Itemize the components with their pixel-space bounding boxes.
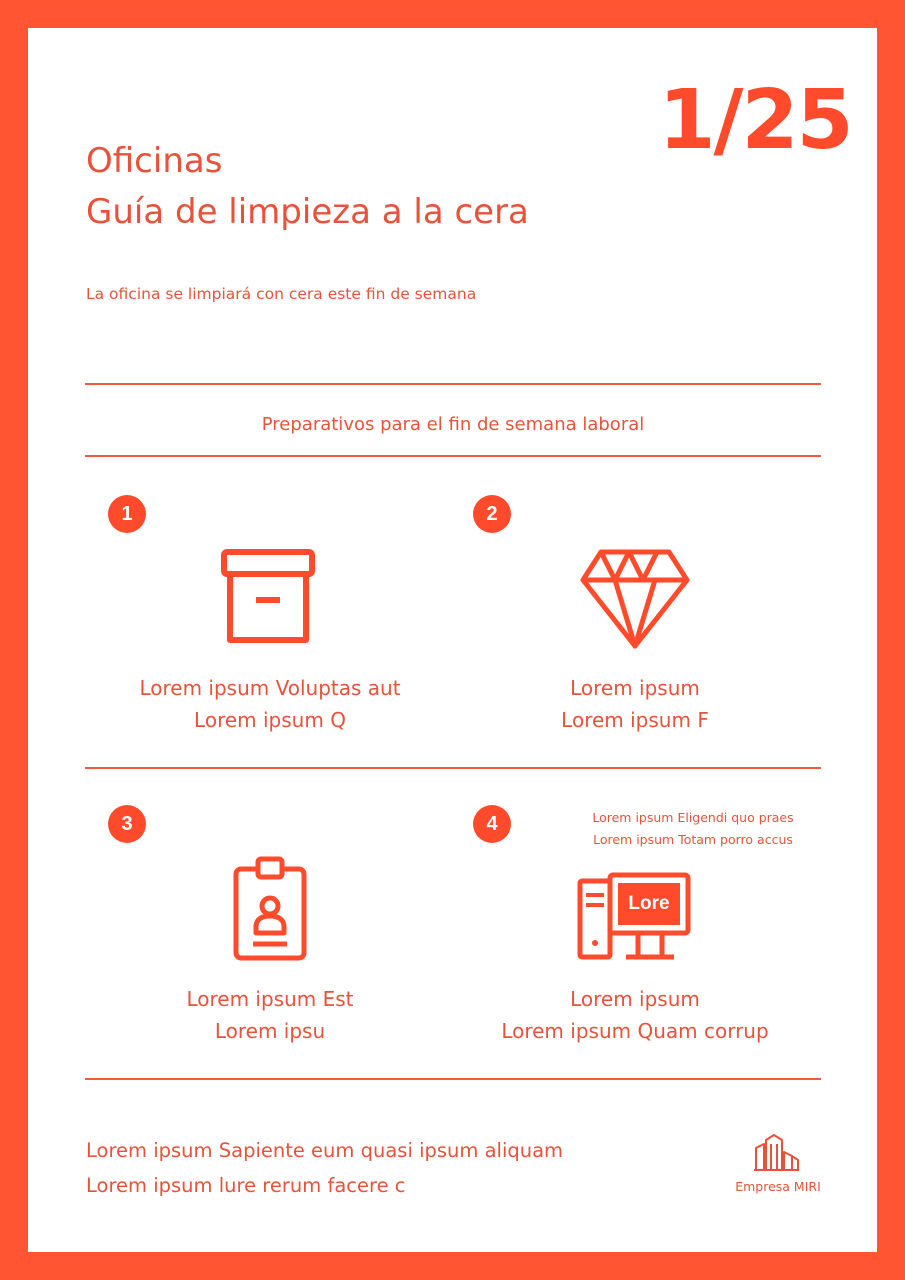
step-4-note [548,807,838,851]
section-heading: Preparativos para el fin de semana laboral [261,414,645,435]
divider-bottom [85,1078,821,1080]
step-caption-4 [445,983,825,1047]
footer-line-2: Lorem ipsum lure rerum facere c [86,1174,406,1197]
title-line-2: Guía de limpieza a la cera [86,192,529,232]
step-caption-2 [445,672,825,736]
step-badge-4: 4 [473,805,511,843]
subtitle: La oficina se limpiará con cera este fin de semana [86,285,477,303]
step-4-note-line-2: Lorem ipsum Totam porro accus [593,832,793,847]
page-counter: 1/25 [658,73,852,168]
step-3-line-1: Lorem ipsum Est [186,987,354,1011]
company-name: Empresa MIRI [735,1179,821,1194]
divider-top [85,383,821,385]
step-4-note-line-1: Lorem ipsum Eligendi quo praes [592,810,794,825]
step-caption-1 [80,672,460,736]
step-badge-3: 3 [108,805,146,843]
divider-middle [85,767,821,769]
step-badge-2: 2 [473,495,511,533]
desktop-computer-icon [576,871,694,961]
page-title [86,136,529,238]
title-line-1: Oficinas [86,141,223,181]
step-badge-1: 1 [108,495,146,533]
footer-line-1: Lorem ipsum Sapiente eum quasi ipsum aliquam [86,1139,564,1162]
footer-text [86,1133,563,1203]
divider-section [85,455,821,457]
step-4-line-2: Lorem ipsum Quam corrup [501,1019,769,1043]
step-caption-3 [80,983,460,1047]
step-3-line-2: Lorem ipsu [214,1019,326,1043]
step-4-line-1: Lorem ipsum [570,987,700,1011]
page-sheet [28,28,877,1252]
buildings-icon [752,1132,800,1172]
monitor-label: Lore [628,893,670,914]
id-badge-icon [231,856,309,962]
archive-box-icon [218,548,318,648]
diamond-icon [579,548,691,650]
step-2-line-1: Lorem ipsum [570,676,700,700]
step-1-line-1: Lorem ipsum Voluptas aut [139,676,401,700]
step-1-line-2: Lorem ipsum Q [194,708,346,732]
step-2-line-2: Lorem ipsum F [561,708,709,732]
